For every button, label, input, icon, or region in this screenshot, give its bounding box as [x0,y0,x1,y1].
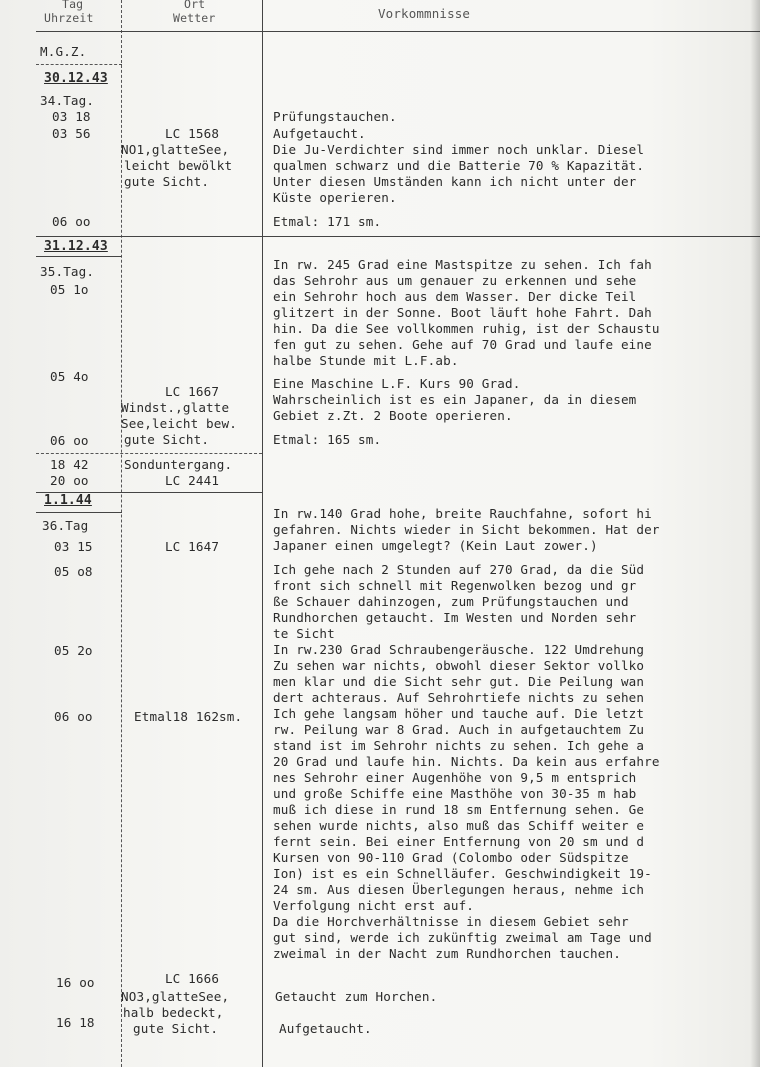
entry-weather: Windst.,glatte [121,400,230,415]
entry-time: 16 18 [56,1015,95,1030]
entry-event: Verfolgung nicht erst auf. [273,898,475,913]
entry-place: LC 1568 [164,126,220,141]
entry-event: In rw. 245 Grad eine Mastspitze zu sehen. Ich fah [273,257,652,272]
entry-event: stand ist im Sehrohr nichts zu sehen. Ich gehe a [273,738,645,753]
entry-place: LC 1666 [164,971,220,986]
entry-event: Etmal: 171 sm. [273,214,382,229]
entry-time: 16 oo [56,975,95,990]
entry-time: 03 56 [52,126,91,141]
date-heading: 1.1.44 [44,493,92,508]
entry-event: Ion) ist es ein Schnelläufer. Geschwindigkeit 19- [273,866,652,881]
entry-time: 06 oo [52,214,91,229]
entry-event: Aufgetaucht. [279,1021,372,1036]
entry-event: Prüfungstauchen. [273,109,397,124]
entry-event: zweimal in der Nacht zum Rundhorchen tauchen. [273,946,621,961]
entry-time: 06 oo [50,433,89,448]
entry-time: 05 2o [54,643,93,658]
entry-weather: NO1,glatteSee, [121,142,230,157]
page-edge-shadow [750,0,760,1067]
entry-event: Ich gehe langsam höher und tauche auf. Die letzt [273,706,645,721]
entry-weather: gute Sicht. [124,174,210,189]
entry-event: dert achteraus. Auf Sehrohrtiefe nichts zu sehen [273,690,645,705]
entry-event: Da die Horchverhältnisse in diesem Gebiet sehr [273,914,629,929]
entry-event: Eine Maschine L.F. Kurs 90 Grad. [273,376,521,391]
entry-event: ße Schauer dahinzogen, zum Prüfungstauchen und [273,594,629,609]
entry-event: front sich schnell mit Regenwolken bezog und gr [273,578,637,593]
entry-time: 05 4o [50,369,89,384]
entry-place: Etmal18 162sm. [134,709,243,724]
header-uhrzeit: Uhrzeit [44,11,94,25]
entry-event: das Sehrohr aus um genauer zu erkennen und sehe [273,273,637,288]
entry-event: 20 Grad und laufe hin. Nichts. Da kein aus erfahre [273,754,660,769]
header-vorkommnisse: Vorkommnisse [378,6,471,21]
entry-place: LC 1647 [164,539,220,554]
entry-event: te Sicht [273,626,335,641]
entry-time: 05 1o [50,282,89,297]
entry-weather: leicht bewölkt [124,158,233,173]
entry-weather: See,leicht bew. [121,416,237,431]
entry-event: Zu sehen war nichts, obwohl dieser Sektor vollko [273,658,645,673]
entry-event: ein Sehrohr hoch aus dem Wasser. Der dicke Teil [273,289,637,304]
entry-weather: gute Sicht. [124,432,210,447]
entry-event: Aufgetaucht. [273,126,366,141]
day-count: 36.Tag [42,518,89,533]
day-count: 35.Tag. [40,264,95,279]
entry-event: 24 sm. Aus diesen Überlegungen heraus, nehme ich [273,882,645,897]
entry-event: In rw.230 Grad Schraubengeräusche. 122 Umdrehung [273,642,645,657]
entry-place: LC 1667 [164,384,220,399]
column-divider-right [262,0,263,1067]
date-underline [36,256,122,257]
entry-event: fernt sein. Bei einer Entfernung von 20 sm und d [273,834,645,849]
day-separator [36,236,760,237]
entry-place: LC 2441 [164,473,220,488]
entry-event: nes Sehrohr einer Augenhöhe von 9,5 m entsprich [273,770,637,785]
header-ort: Ort [184,0,206,11]
entry-event: halbe Stunde mit L.F.ab. [273,353,459,368]
entry-time: 05 o8 [54,564,93,579]
entry-event: sehen wurde nichts, also muß das Schiff weiter e [273,818,645,833]
entry-event: Küste operieren. [273,190,397,205]
date-heading: 31.12.43 [44,239,108,254]
entry-event: Wahrscheinlich ist es ein Japaner, da in diesem [273,392,637,407]
day-count: 34.Tag. [40,93,95,108]
entry-event: Gebiet z.Zt. 2 Boote operieren. [273,408,513,423]
entry-event: gut sind, werde ich zukünftig zweimal am Tage und [273,930,652,945]
entry-event: Die Ju-Verdichter sind immer noch unklar. Diesel [273,142,645,157]
entry-time: 06 oo [54,709,93,724]
entry-event: Rundhorchen getaucht. Im Westen und Norden sehr [273,610,637,625]
entry-event: In rw.140 Grad hohe, breite Rauchfahne, sofort hi [273,506,652,521]
entry-event: und große Schiffe eine Masthöhe von 30-35 m hab [273,786,637,801]
entry-event: Etmal: 165 sm. [273,432,382,447]
entry-event: Japaner einen umgelegt? (Kein Laut zower.) [273,538,598,553]
entry-event: Getaucht zum Horchen. [275,989,438,1004]
header-wetter: Wetter [173,11,216,25]
entry-time: 03 15 [54,539,93,554]
entry-place: Sonduntergang. [124,457,233,472]
entry-weather: halb bedeckt, [123,1005,224,1020]
entry-weather: NO3,glatteSee, [121,989,230,1004]
entry-time: 18 42 [50,457,89,472]
time-zone-label: M.G.Z. [40,44,87,59]
entry-event: Kursen von 90-110 Grad (Colombo oder Südspitze [273,850,629,865]
entry-event: muß ich diese in rund 18 sm Entfernung sehen. Ge [273,802,645,817]
entry-event: fen gut zu sehen. Gehe auf 70 Grad und laufe eine [273,337,652,352]
entry-event: men klar und die Sicht sehr gut. Die Peilung wan [273,674,645,689]
entry-event: Unter diesen Umständen kann ich nicht unter der [273,174,637,189]
entry-event: Ich gehe nach 2 Stunden auf 270 Grad, da die Süd [273,562,645,577]
date-underline [36,512,122,513]
entry-event: gefahren. Nichts wieder in Sicht bekommen. Hat der [273,522,660,537]
entry-weather: gute Sicht. [133,1021,219,1036]
header-tag: Tag [62,0,84,11]
entry-event: hin. Da die See vollkommen ruhig, ist der Schaustu [273,321,660,336]
header-rule [36,31,760,32]
entry-event: glitzert in der Sonne. Boot läuft hohe Fahrt. Dah [273,305,652,320]
column-divider-left [121,0,122,1067]
entry-time: 20 oo [50,473,89,488]
entry-event: qualmen schwarz und die Batterie 70 % Kapazität. [273,158,645,173]
entry-event: rw. Peilung war 8 Grad. Auch in aufgetauchtem Zu [273,722,645,737]
entry-time: 03 18 [52,109,91,124]
row-separator [36,453,262,454]
date-heading: 30.12.43 [44,71,108,86]
zone-rule [36,64,122,65]
